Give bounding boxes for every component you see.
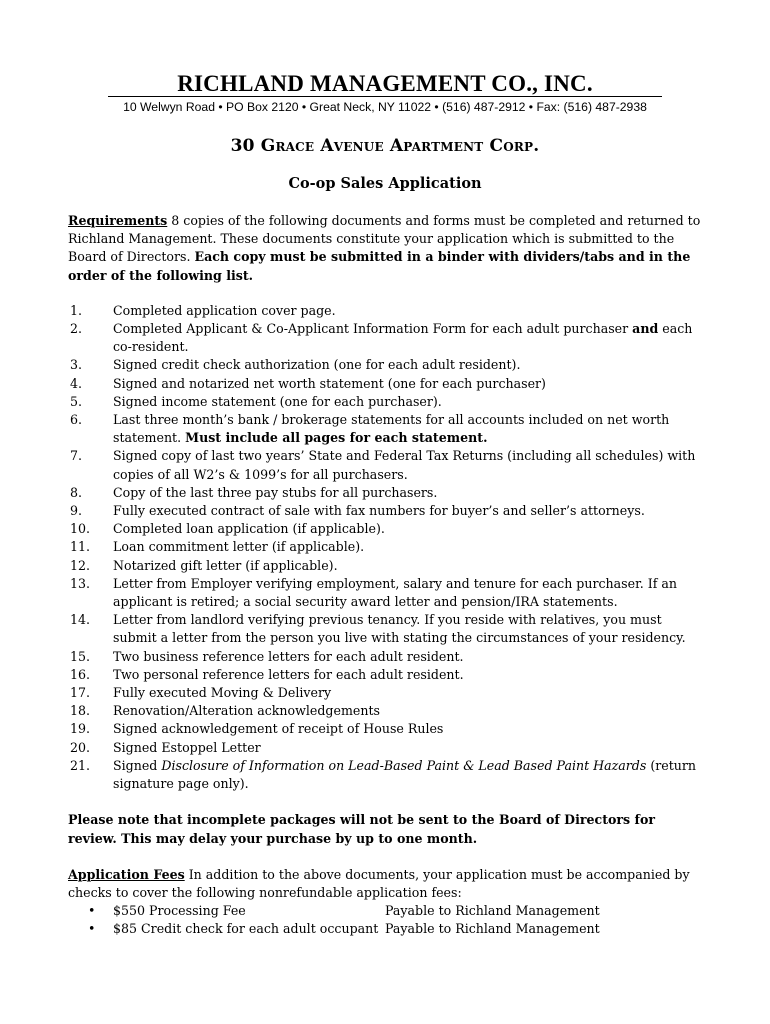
bullet-icon: • (88, 903, 96, 919)
list-item (68, 484, 708, 502)
list-item-text: Two personal reference letters for each adult resident. (113, 666, 464, 682)
fees-paragraph (68, 866, 708, 902)
list-item-num: 21. (70, 757, 91, 773)
list-item-num: 15. (70, 648, 91, 664)
list-item-text: Fully executed contract of sale with fax numbers for buyer’s and seller’s attorneys. (113, 503, 645, 519)
document-body (68, 212, 708, 939)
list-item-num: 7. (70, 448, 83, 464)
list-item-num: 11. (70, 539, 91, 555)
list-item (68, 447, 708, 483)
list-item-num: 6. (70, 412, 83, 428)
list-item (68, 648, 708, 666)
list-item-text: Completed loan application (if applicable). (113, 521, 385, 537)
list-item-num: 5. (70, 393, 83, 409)
list-item (68, 757, 708, 793)
list-item-num: 13. (70, 575, 91, 591)
company-address: 10 Welwyn Road • PO Box 2120 • Great Neck, NY 11022 • (516) 487-2912 • Fax: (516) 487-2938 (123, 100, 647, 114)
list-item (68, 557, 708, 575)
list-item (68, 575, 708, 611)
list-item-text: Notarized gift letter (if applicable). (113, 557, 338, 573)
list-item-num: 9. (70, 503, 83, 519)
list-item-bold: and (632, 321, 659, 337)
list-item-italic: Disclosure of Information on Lead-Based Paint & Lead Based Paint Hazards (161, 757, 647, 773)
list-item-num: 17. (70, 685, 91, 701)
list-item (68, 320, 708, 356)
fee-description: $550 Processing Fee (113, 903, 246, 919)
list-item (68, 739, 708, 757)
fees-table (88, 902, 600, 938)
list-item (68, 302, 708, 320)
company-name: RICHLAND MANAGEMENT CO., INC. (177, 71, 593, 96)
list-item (68, 375, 708, 393)
list-item (68, 411, 708, 447)
list-item (68, 720, 708, 738)
fee-row (88, 920, 600, 938)
list-item-pre: Signed (113, 757, 162, 773)
application-subtitle: Co-op Sales Application (288, 175, 482, 192)
list-item-bold: Must include all pages for each statement. (185, 430, 488, 446)
list-item (68, 393, 708, 411)
fee-payee: Payable to Richland Management (385, 903, 600, 919)
requirements-heading: Requirements (68, 213, 168, 228)
incomplete-note: Please note that incomplete packages will not be sent to the Board of Directors for review. This may delay your purchase by up to one month. (68, 812, 655, 846)
list-item-num: 14. (70, 612, 91, 628)
list-item-num: 19. (70, 721, 91, 737)
list-item-text: Signed Estoppel Letter (113, 739, 261, 755)
list-item-num: 16. (70, 666, 91, 682)
list-item-num: 20. (70, 739, 91, 755)
list-item-post: each co-resident. (113, 321, 693, 355)
list-item-text: Signed credit check authorization (one for each adult resident). (113, 357, 521, 373)
fees-intro-text: In addition to the above documents, your application must be accompanied by checks to cover the following nonrefundable application fees: (68, 866, 690, 900)
corp-title: 30 Grace Avenue Apartment Corp. (230, 136, 540, 156)
list-item-text: Renovation/Alteration acknowledgements (113, 703, 380, 719)
list-item-text: Copy of the last three pay stubs for all purchasers. (113, 484, 438, 500)
list-item-text: Letter from landlord verifying previous tenancy. If you reside with relatives, you must submit a letter from the person you live with stating the circumstances of your residency. (113, 612, 686, 646)
list-item-num: 10. (70, 521, 91, 537)
list-item-text: Letter from Employer verifying employment, salary and tenure for each purchaser. If an applicant is retired; a social security award letter and pension/IRA statements. (113, 575, 677, 610)
requirements-list (68, 302, 708, 793)
list-item (68, 502, 708, 520)
list-item (68, 520, 708, 538)
list-item-text: Two business reference letters for each adult resident. (113, 648, 464, 664)
list-item-text: Signed acknowledgement of receipt of House Rules (113, 721, 444, 737)
requirements-paragraph (68, 212, 708, 285)
list-item (68, 538, 708, 556)
list-item-num: 8. (70, 484, 83, 500)
list-item-num: 18. (70, 703, 91, 719)
bullet-icon: • (88, 921, 96, 937)
header-rule (108, 96, 662, 97)
list-item (68, 356, 708, 374)
requirements-text: 8 copies of the following documents and forms must be completed and returned to Richland Management. These documents constitute your application which is submitted to the Board of Directors. (68, 213, 701, 265)
list-item-num: 1. (70, 302, 83, 318)
list-item (68, 702, 708, 720)
list-item-post: (return signature page only). (113, 757, 697, 792)
fee-payee: Payable to Richland Management (385, 921, 600, 937)
list-item-num: 2. (70, 321, 83, 337)
list-item-text: Signed copy of last two years’ State and Federal Tax Returns (including all schedules) with copies of all W2’s & 1099’s for all purchasers. (113, 448, 696, 482)
list-item-num: 12. (70, 557, 91, 573)
list-item-text: Signed and notarized net worth statement (one for each purchaser) (113, 375, 546, 391)
list-item-num: 4. (70, 375, 83, 391)
fee-description: $85 Credit check for each adult occupant (113, 921, 379, 937)
list-item-num: 3. (70, 357, 83, 373)
list-item (68, 666, 708, 684)
list-item-text: Signed income statement (one for each purchaser). (113, 393, 442, 409)
list-item-text: Fully executed Moving & Delivery (113, 685, 332, 701)
list-item (68, 611, 708, 647)
fee-row (88, 902, 600, 920)
list-item-text: Completed application cover page. (113, 302, 336, 318)
requirements-bold-text: Each copy must be submitted in a binder with dividers/tabs and in the order of the following list. (68, 249, 691, 283)
list-item-text: Loan commitment letter (if applicable). (113, 539, 365, 555)
list-item-pre: Last three month’s bank / brokerage statements for all accounts included on net worth statement. (113, 412, 670, 446)
fees-heading: Application Fees (68, 866, 185, 882)
list-item-pre: Completed Applicant & Co-Applicant Information Form for each adult purchaser (113, 321, 633, 337)
list-item (68, 684, 708, 702)
